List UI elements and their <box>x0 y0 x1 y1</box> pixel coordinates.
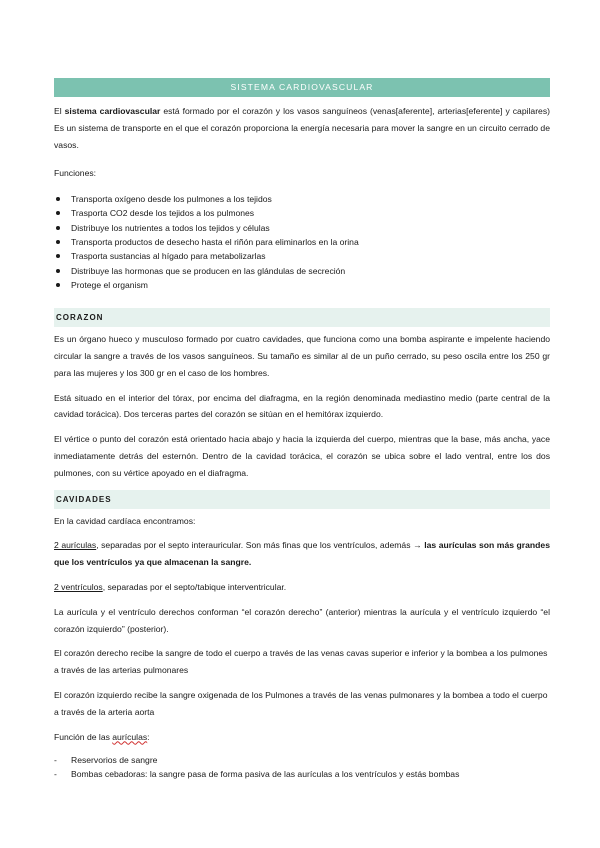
list-item: Transporta oxígeno desde los pulmones a los tejidos <box>54 192 550 206</box>
corazon-paragraph-2: Está situado en el interior del tórax, por encima del diafragma, en la región denominada mediastino medio (parte central de la cavidad torácica). Dos terceras partes del corazón se sitúan en el hemitórax izquierdo. <box>54 392 550 420</box>
funciones-list <box>54 192 550 292</box>
funcion-auriculas-list <box>54 753 550 781</box>
corazon-derecho-paragraph: El corazón derecho recibe la sangre de todo el cuerpo a través de las venas cavas superior e inferior y la bombea a los pulmones a través de las arterias pulmonares <box>54 648 548 676</box>
ventriculos-paragraph: 2 ventrículos, separadas por el septo/tabique interventricular. <box>54 582 287 593</box>
list-item: - Reservorios de sangre <box>54 753 550 767</box>
list-item: Protege el organism <box>54 278 550 292</box>
list-item: Transporta productos de desecho hasta el riñón para eliminarlos en la orina <box>54 235 550 249</box>
intro-paragraph: El sistema cardiovascular está formado por el corazón y los vasos sanguíneos (venas[aferente], arterias[eferente] y capilares) Es un sistema de transporte en el que el corazón proporciona la energía necesaria para mover la sangre en un circuito cerrado de vasos. <box>54 106 550 150</box>
cavidades-intro: En la cavidad cardíaca encontramos: <box>54 515 196 526</box>
section-heading-cavidades: CAVIDADES <box>54 490 550 509</box>
corazon-paragraph-1: Es un órgano hueco y musculoso formado por cuatro cavidades, que funciona como una bomba aspirante e impelente haciendo circular la sangre a través de los vasos sanguíneos. Su tamaño es similar al de un puño cerrado, su peso oscila entre los 250 gr para las mujeres y los 300 gr en el caso de los hombres. <box>54 334 550 378</box>
corazon-derecho-izquierdo-paragraph: La aurícula y el ventrículo derechos conforman “el corazón derecho” (anterior) mientras la aurícula y el ventrículo izquierdo “el corazón izquierdo” (posterior). <box>54 606 550 634</box>
document-page <box>54 78 550 781</box>
corazon-izquierdo-paragraph: El corazón izquierdo recibe la sangre oxigenada de los Pulmones a través de las venas pulmonares y la bombea a todo el cuerpo a través de la arteria aorta <box>54 690 548 717</box>
funciones-label: Funciones: <box>54 168 97 179</box>
list-item: Trasporta sustancias al hígado para metabolizarlas <box>54 249 550 263</box>
section-heading-corazon: CORAZON <box>54 308 550 327</box>
arrow-right-icon: → <box>410 540 425 551</box>
list-item: - Bombas cebadoras: la sangre pasa de forma pasiva de las aurículas a los ventrículos y estás bombas <box>54 767 550 781</box>
list-item: Distribuye las hormonas que se producen en las glándulas de secreción <box>54 264 550 278</box>
corazon-paragraph-3: El vértice o punto del corazón está orientado hacia abajo y hacia la izquierda del cuerpo, mientras que la base, más ancha, yace inmediatamente detrás del esternón. Dentro de la cavidad torácica, el corazón se ubica sobre el lado ventral, entre los dos pulmones, con su vértice apoyado en el diafragma. <box>54 434 550 478</box>
list-item: Distribuye los nutrientes a todos los tejidos y células <box>54 221 550 235</box>
list-item: Trasporta CO2 desde los tejidos a los pulmones <box>54 206 550 220</box>
document-title: SISTEMA CARDIOVASCULAR <box>54 78 550 97</box>
funcion-auriculas-label: Función de las aurículas: <box>54 731 150 742</box>
auriculas-paragraph: 2 aurículas, separadas por el septo interauricular. Son más finas que los ventrículos, además → las aurículas son más grandes que los ventrículos ya que almacenan la sangre. <box>54 540 550 568</box>
